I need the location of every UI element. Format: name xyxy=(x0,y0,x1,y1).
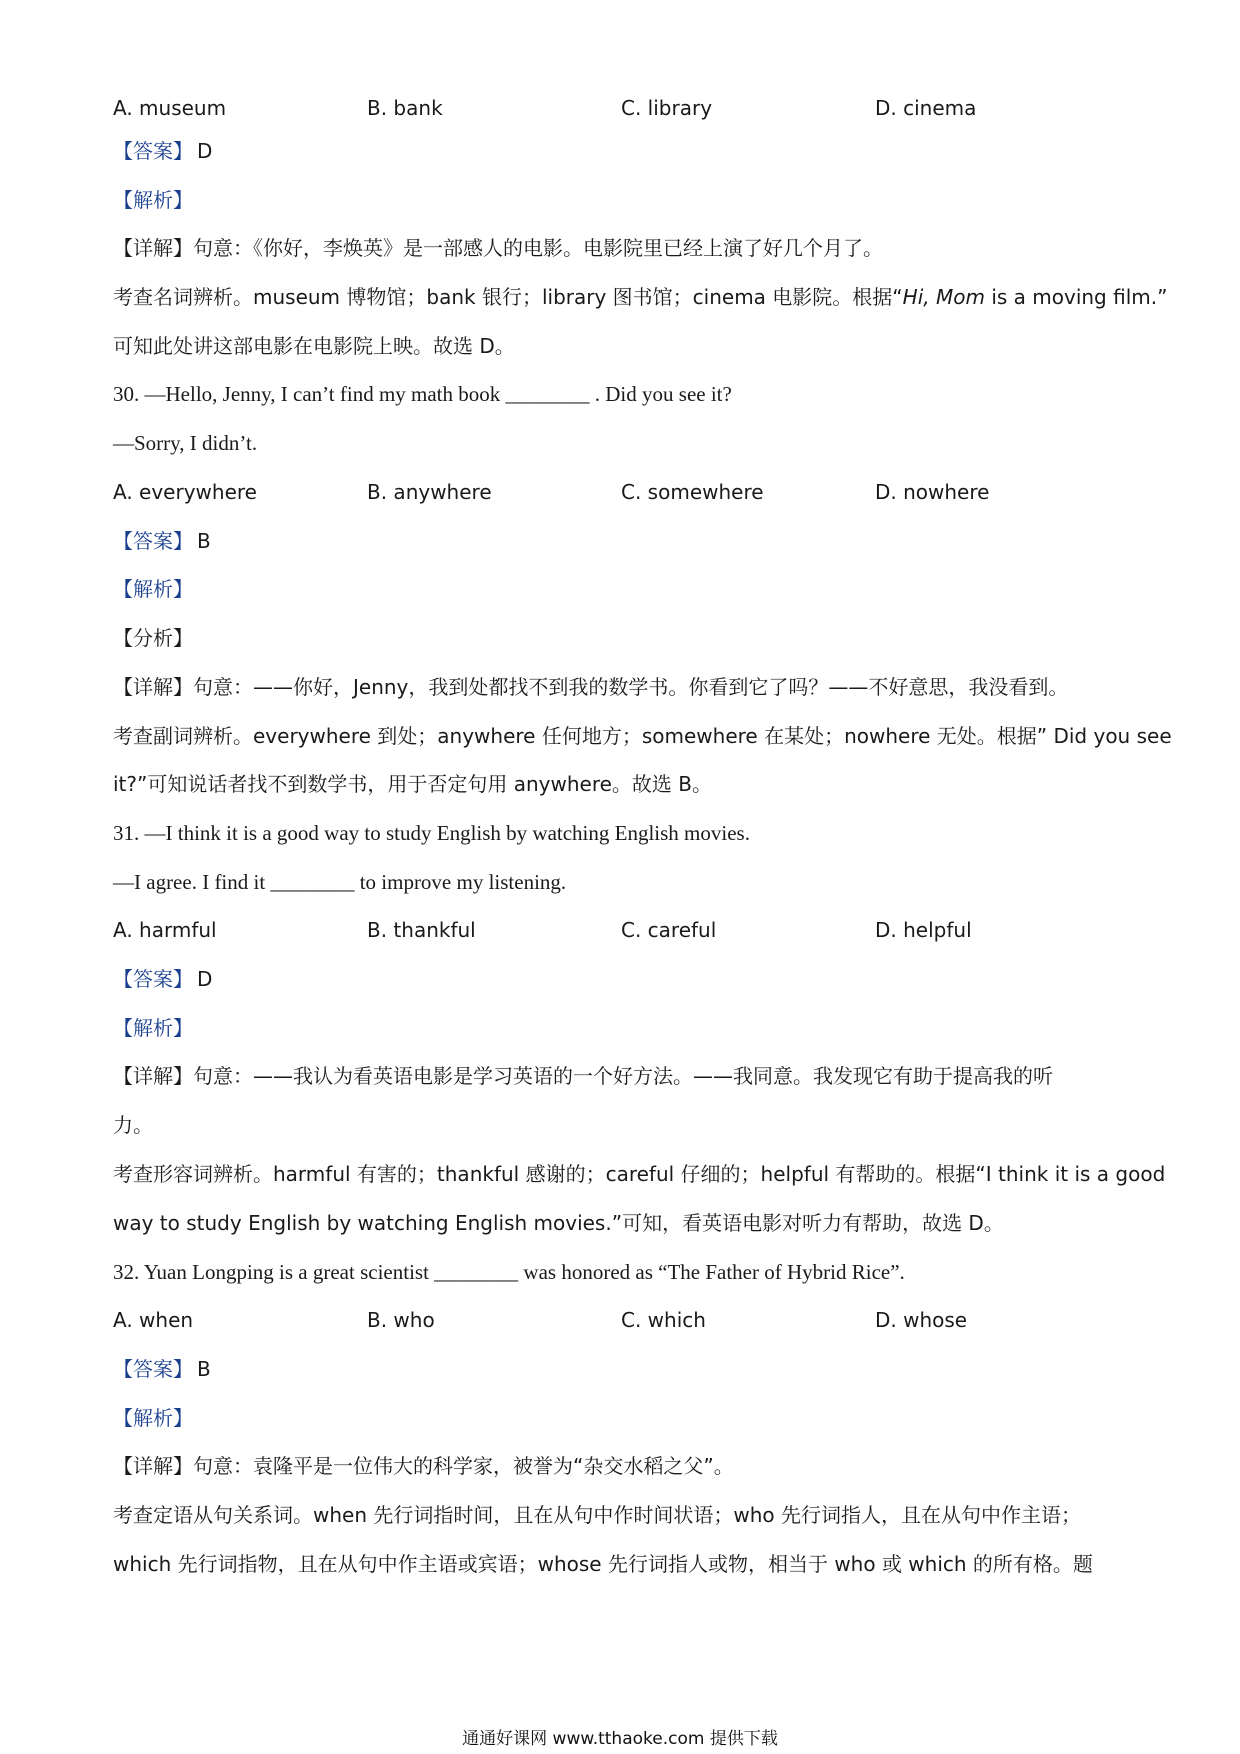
answer-tag: 【答案】 xyxy=(113,139,193,163)
detail-tag: 【详解】 xyxy=(113,675,193,699)
q31-stem-1: 31. —I think it is a good way to study English by watching English movies. xyxy=(113,821,750,845)
answer-value: B xyxy=(197,529,211,553)
q32-detail-1 xyxy=(113,1452,734,1480)
detail-tag: 【详解】 xyxy=(113,236,193,260)
q32-option-c: C. which xyxy=(621,1308,706,1332)
q29-detail-1 xyxy=(113,234,883,262)
q30-detail-2: 考查副词辨析。everywhere 到处；anywhere 任何地方；somewhere 在某处；nowhere 无处。根据” Did you see xyxy=(113,724,1172,748)
q30-option-c: C. somewhere xyxy=(621,480,764,504)
q29-analysis-tag: 【解析】 xyxy=(113,188,193,212)
q32-option-a: A. when xyxy=(113,1308,194,1332)
q32-option-d: D. whose xyxy=(875,1308,968,1332)
q30-stem-2: —Sorry, I didn’t. xyxy=(113,431,258,455)
q30-analysis-tag: 【解析】 xyxy=(113,577,193,601)
detail-text: 考查名词辨析。museum 博物馆；bank 银行；library 图书馆；cinema 电影院。根据“ xyxy=(113,285,903,309)
q30-option-a: A. everywhere xyxy=(113,480,257,504)
q29-option-d: D. cinema xyxy=(875,96,977,120)
q31-stem-2: —I agree. I find it ________ to improve my listening. xyxy=(113,870,567,894)
answer-tag: 【答案】 xyxy=(113,967,193,991)
q30-options xyxy=(113,478,1133,506)
q30-detail-1 xyxy=(113,673,1068,701)
q31-answer xyxy=(113,965,212,993)
q29-options xyxy=(113,94,1133,122)
answer-value: D xyxy=(197,139,213,163)
q29-answer xyxy=(113,137,212,165)
q29-detail-2 xyxy=(113,283,1167,311)
detail-tag: 【详解】 xyxy=(113,1064,193,1088)
q31-detail-2: 考查形容词辨析。harmful 有害的；thankful 感谢的；careful 仔细的；helpful 有帮助的。根据“I think it is a good xyxy=(113,1162,1166,1186)
q31-detail-1 xyxy=(113,1062,1053,1090)
page-footer: 通通好课网 www.tthaoke.com 提供下载 xyxy=(462,1729,778,1749)
q31-option-c: C. careful xyxy=(621,918,717,942)
q32-answer xyxy=(113,1355,211,1383)
detail-text: 句意：——你好，Jenny，我到处都找不到我的数学书。你看到它了吗？——不好意思，我没看到。 xyxy=(193,675,1069,699)
q30-stem-1: 30. —Hello, Jenny, I can’t find my math book ________ . Did you see it? xyxy=(113,382,732,406)
answer-value: B xyxy=(197,1357,211,1381)
q29-option-c: C. library xyxy=(621,96,713,120)
q32-analysis-tag: 【解析】 xyxy=(113,1406,193,1430)
answer-tag: 【答案】 xyxy=(113,1357,193,1381)
q32-stem-1: 32. Yuan Longping is a great scientist ________ was honored as “The Father of Hybrid Rice”. xyxy=(113,1260,905,1284)
q29-option-b: B. bank xyxy=(367,96,443,120)
q32-detail-2: 考查定语从句关系词。when 先行词指时间，且在从句中作时间状语；who 先行词指人，且在从句中作主语； xyxy=(113,1503,1081,1527)
q31-option-d: D. helpful xyxy=(875,918,972,942)
film-title: Hi, Mom xyxy=(902,285,985,309)
q32-detail-3: which 先行词指物，且在从句中作主语或宾语；whose 先行词指人或物，相当于 who 或 which 的所有格。题 xyxy=(113,1552,1093,1576)
q30-option-b: B. anywhere xyxy=(367,480,492,504)
q31-option-a: A. harmful xyxy=(113,918,217,942)
detail-tag: 【详解】 xyxy=(113,1454,193,1478)
q31-analysis-tag: 【解析】 xyxy=(113,1016,193,1040)
q30-answer xyxy=(113,527,211,555)
detail-text: 句意：袁隆平是一位伟大的科学家，被誉为“杂交水稻之父”。 xyxy=(193,1454,734,1478)
q32-options xyxy=(113,1306,1133,1334)
detail-text: 句意：《你好，李焕英》是一部感人的电影。电影院里已经上演了好几个月了。 xyxy=(193,236,883,260)
answer-tag: 【答案】 xyxy=(113,529,193,553)
detail-text: 句意：——我认为看英语电影是学习英语的一个好方法。——我同意。我发现它有助于提高我的听 xyxy=(193,1064,1053,1088)
q31-options xyxy=(113,916,1133,944)
q31-option-b: B. thankful xyxy=(367,918,476,942)
answer-value: D xyxy=(197,967,213,991)
q30-fenxi-tag: 【分析】 xyxy=(113,626,193,650)
q31-detail-1b: 力。 xyxy=(113,1113,153,1137)
q29-option-a: A. museum xyxy=(113,96,227,120)
q31-detail-3: way to study English by watching English movies.”可知，看英语电影对听力有帮助，故选 D。 xyxy=(113,1211,1004,1235)
q30-detail-3: it?”可知说话者找不到数学书，用于否定句用 anywhere。故选 B。 xyxy=(113,772,713,796)
q29-detail-3: 可知此处讲这部电影在电影院上映。故选 D。 xyxy=(113,334,515,358)
q30-option-d: D. nowhere xyxy=(875,480,990,504)
detail-text: is a moving film.” xyxy=(984,285,1168,309)
q32-option-b: B. who xyxy=(367,1308,435,1332)
